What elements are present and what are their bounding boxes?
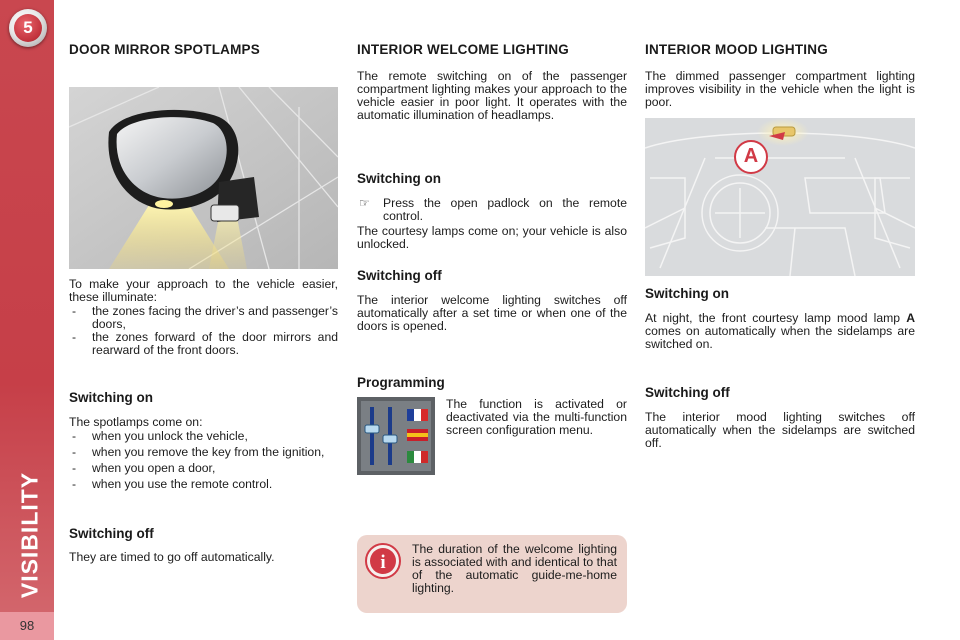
callout-label-a: A: [734, 140, 768, 174]
welcome-switching-on-step: [357, 197, 627, 223]
lamp-a-label: A: [906, 311, 915, 325]
door-mirror-switching-on-heading: Switching on: [69, 390, 153, 405]
welcome-section: [357, 38, 627, 57]
chapter-strip: [0, 0, 54, 640]
mood-switching-on-heading: Switching on: [645, 286, 729, 301]
welcome-switching-off-heading: Switching off: [357, 268, 442, 283]
chapter-title: [10, 465, 50, 605]
info-icon-glyph: i: [380, 552, 386, 573]
door-mirror-illustration: [69, 87, 338, 269]
list-item: - when you use the remote control.: [69, 478, 338, 491]
car-interior-icon: [645, 118, 915, 276]
cabin-illustration: [645, 118, 915, 276]
mood-switching-on-text: [645, 312, 915, 351]
door-mirror-zone-list: [69, 305, 338, 357]
welcome-switching-on-heading: Switching on: [357, 171, 441, 186]
page-number: 98: [0, 612, 54, 640]
settings-sliders-icon: [357, 397, 435, 475]
welcome-programming-text: The function is activated or deactivated via the multi-function screen configuration menu.: [446, 397, 627, 437]
door-mirror-icon: [69, 87, 338, 269]
door-mirror-switching-off-text: They are timed to go off automatically.: [69, 550, 275, 564]
welcome-title: INTERIOR WELCOME LIGHTING: [357, 42, 569, 57]
mood-section: [645, 38, 915, 57]
door-mirror-section: [69, 38, 338, 57]
mood-intro: The dimmed passenger compartment lighting improves visibility in the vehicle when the light is poor.: [645, 69, 915, 109]
info-icon: [365, 543, 401, 584]
door-mirror-switching-on-intro: The spotlamps come on:: [69, 415, 203, 429]
list-item: - the zones facing the driver’s and passenger’s doors,: [69, 305, 338, 331]
chapter-badge-icon: [9, 9, 47, 47]
info-note-text: The duration of the welcome lighting is associated with and identical to that of the automatic guide-me-home lighting.: [412, 542, 617, 595]
list-item: - when you open a door,: [69, 462, 338, 475]
door-mirror-switching-on-text: [69, 416, 338, 491]
mood-title: INTERIOR MOOD LIGHTING: [645, 42, 828, 57]
list-item: - when you unlock the vehicle,: [69, 430, 338, 443]
chapter-number: 5: [14, 14, 42, 42]
list-item: - the zones forward of the door mirrors and rearward of the front doors.: [69, 331, 338, 357]
welcome-switching-off-text: The interior welcome lighting switches off automatically after a set time or when one of the doors is opened.: [357, 293, 627, 333]
welcome-switching-on-result: The courtesy lamps come on; your vehicle is also unlocked.: [357, 224, 627, 251]
welcome-programming-heading: Programming: [357, 375, 445, 390]
door-mirror-switching-off-heading: Switching off: [69, 526, 154, 541]
welcome-step-text: Press the open padlock on the remote control.: [383, 196, 627, 223]
chapter-title-text: VISIBILITY: [16, 471, 43, 599]
welcome-intro: The remote switching on of the passenger compartment lighting makes your approach to the vehicle easier in poor light. It operates with the automatic illumination of headlamps.: [357, 69, 627, 122]
door-mirror-text: [69, 278, 338, 357]
mood-switching-off-text: The interior mood lighting switches off automatically when the sidelamps are switched off.: [645, 410, 915, 450]
list-item: - when you remove the key from the ignition,: [69, 446, 338, 459]
door-mirror-switching-on-list: [69, 430, 338, 491]
info-note-box: [357, 535, 627, 613]
mood-switching-off-heading: Switching off: [645, 385, 730, 400]
door-mirror-title: DOOR MIRROR SPOTLAMPS: [69, 42, 260, 57]
pointing-hand-icon: ☞: [359, 196, 370, 210]
door-mirror-intro: To make your approach to the vehicle easier, these illuminate:: [69, 277, 338, 304]
mood-on-text-before: At night, the front courtesy lamp mood lamp: [645, 311, 901, 325]
mood-on-text-after: comes on automatically when the sidelamps are switched on.: [645, 324, 915, 351]
